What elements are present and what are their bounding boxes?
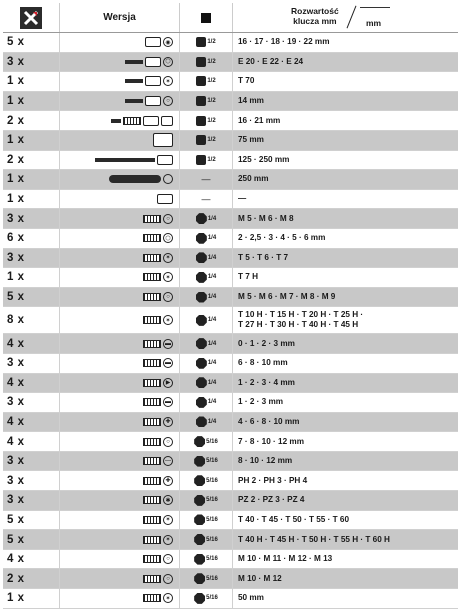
drive-size-label: 1/4	[207, 274, 217, 281]
table-row	[3, 491, 458, 511]
table-row	[3, 589, 458, 609]
drive-size-badge	[194, 514, 218, 525]
quantity-cell: 8 x	[7, 314, 25, 327]
table-row	[3, 569, 458, 589]
quantity-cell: 2 x	[7, 114, 25, 127]
table-header	[3, 3, 458, 33]
size-spec-cell	[233, 511, 458, 530]
size-spec-cell	[233, 229, 458, 248]
drive-size-label: 1/4	[207, 254, 217, 261]
size-header-line2: klucza mm	[293, 16, 337, 26]
quantity-cell: 3 x	[7, 357, 25, 370]
table-row	[3, 413, 458, 433]
size-spec-cell	[233, 307, 458, 333]
size-spec: 7 · 8 · 10 · 12 mm	[238, 436, 304, 446]
size-spec-cell	[233, 53, 458, 72]
hex-drive-icon	[196, 292, 207, 303]
size-spec: T 7 H	[238, 272, 259, 282]
tool-icon: ▬	[143, 358, 173, 368]
tool-image-cell	[59, 53, 179, 72]
tool-image-cell	[59, 209, 179, 228]
drive-size-badge	[196, 233, 216, 244]
drive-size-badge	[196, 37, 215, 47]
drive-size-cell	[179, 268, 233, 287]
table-row	[3, 354, 458, 374]
drive-size-badge	[194, 436, 218, 447]
drive-size-label: 1/4	[207, 235, 217, 242]
quantity-cell: 3 x	[7, 212, 25, 225]
drive-size-cell	[179, 92, 233, 111]
size-spec-cell	[233, 131, 458, 150]
drive-size-badge	[196, 377, 216, 388]
tool-image-cell	[59, 589, 179, 608]
drive-size-cell	[179, 432, 233, 451]
size-spec-cell	[233, 452, 458, 471]
tool-icon: ▶	[143, 378, 173, 388]
quantity-cell: 3 x	[7, 455, 25, 468]
size-spec-cell	[233, 334, 458, 353]
drive-size-label: 1/2	[207, 39, 216, 46]
hex-drive-icon	[194, 436, 205, 447]
drive-size-label: 5/16	[206, 497, 218, 504]
hex-drive-icon	[194, 514, 205, 525]
size-spec: —	[238, 194, 247, 204]
size-spec: PZ 2 · PZ 3 · PZ 4	[238, 495, 305, 505]
quantity-cell: 3 x	[7, 474, 25, 487]
tool-icon: ○	[125, 96, 173, 106]
hex-drive-icon	[196, 416, 207, 427]
drive-size-badge	[196, 315, 216, 326]
drive-size-label: 5/16	[206, 516, 218, 523]
size-spec: T 40 · T 45 · T 50 · T 55 · T 60	[238, 514, 350, 524]
drive-size-cell	[179, 334, 233, 353]
drive-size-cell	[179, 249, 233, 268]
table-body	[3, 33, 458, 609]
tool-image-cell	[59, 92, 179, 111]
tool-icon: ✶	[143, 272, 173, 282]
table-row	[3, 92, 458, 112]
tool-icon: ✶	[143, 515, 173, 525]
drive-size-label: 5/16	[206, 477, 218, 484]
size-spec-cell	[233, 530, 458, 549]
quantity-cell: 1 x	[7, 193, 25, 206]
drive-size-badge	[196, 272, 216, 283]
tool-image-cell	[59, 334, 179, 353]
quantity-cell: 2 x	[7, 153, 25, 166]
drive-size-badge	[196, 252, 216, 263]
size-spec-cell	[233, 33, 458, 52]
size-spec: M 10 · M 12	[238, 573, 282, 583]
tool-image-cell	[59, 151, 179, 170]
table-row	[3, 111, 458, 131]
tool-image-cell	[59, 530, 179, 549]
drive-size-cell	[179, 550, 233, 569]
hex-drive-icon	[196, 135, 206, 145]
hex-drive-icon	[196, 213, 207, 224]
version-header: Wersja	[59, 3, 179, 32]
size-spec-cell	[233, 413, 458, 432]
drive-size-badge	[194, 554, 218, 565]
tool-icon: —	[143, 456, 173, 466]
drive-size-label: 1/2	[207, 117, 216, 124]
quantity-cell: 1 x	[7, 134, 25, 147]
drive-size-label: 5/16	[206, 556, 218, 563]
size-spec-cell	[233, 288, 458, 307]
quantity-cell: 5 x	[7, 513, 25, 526]
size-spec: 14 mm	[238, 96, 264, 106]
size-spec: 6 · 8 · 10 mm	[238, 358, 288, 368]
drive-size-badge	[196, 292, 216, 303]
size-spec-cell	[233, 393, 458, 412]
drive-size-cell	[179, 131, 233, 150]
size-spec: 125 · 250 mm	[238, 154, 290, 164]
drive-size-label: 1/2	[207, 58, 216, 65]
tool-image-cell	[59, 72, 179, 91]
drive-size-cell	[179, 53, 233, 72]
hex-drive-icon	[196, 338, 207, 349]
drive-size-cell	[179, 413, 233, 432]
size-spec-cell	[233, 432, 458, 451]
size-spec-cell	[233, 209, 458, 228]
drive-size-badge	[194, 456, 218, 467]
drive-size-label: 1/4	[207, 360, 217, 367]
tool-image-cell	[59, 249, 179, 268]
tool-icon: ▬	[143, 397, 173, 407]
size-spec-cell	[233, 569, 458, 588]
hex-drive-icon	[196, 233, 207, 244]
size-spec: T 10 H · T 15 H · T 20 H · T 25 H ·	[238, 310, 364, 320]
tool-image-cell	[59, 511, 179, 530]
drive-size-cell	[179, 393, 233, 412]
quantity-cell: 4 x	[7, 376, 25, 389]
size-spec-cell	[233, 471, 458, 490]
tool-image-cell	[59, 393, 179, 412]
quantity-cell: 1 x	[7, 173, 25, 186]
drive-size-badge	[196, 416, 216, 427]
drive-size-cell	[179, 530, 233, 549]
drive-size-cell	[179, 589, 233, 608]
drive-size-cell	[179, 569, 233, 588]
drive-size-label: 5/16	[206, 458, 218, 465]
table-row	[3, 268, 458, 288]
tool-icon: ✶	[143, 253, 173, 263]
size-spec-cell	[233, 491, 458, 510]
size-spec: T 70	[238, 76, 255, 86]
tool-image-cell	[59, 413, 179, 432]
drive-size-badge	[194, 534, 218, 545]
table-row	[3, 131, 458, 151]
drive-size-cell	[179, 190, 233, 209]
hex-drive-icon	[194, 456, 205, 467]
size-spec-cell	[233, 92, 458, 111]
quantity-cell: 4 x	[7, 415, 25, 428]
table-row	[3, 229, 458, 249]
table-row	[3, 307, 458, 334]
tool-image-cell	[59, 354, 179, 373]
tool-image-cell	[59, 307, 179, 333]
drive-size-badge	[196, 338, 216, 349]
drive-size-badge	[196, 116, 215, 126]
hex-drive-icon	[196, 252, 207, 263]
hex-drive-icon	[194, 534, 205, 545]
drive-size-badge	[196, 76, 215, 86]
drive-size-label: 5/16	[206, 536, 218, 543]
size-spec: 8 · 10 · 12 mm	[238, 456, 293, 466]
tool-image-cell	[59, 452, 179, 471]
quantity-cell: 5 x	[7, 291, 25, 304]
hex-drive-icon	[196, 377, 207, 388]
drive-size-cell	[179, 33, 233, 52]
size-spec: 1 · 2 · 3 · 4 mm	[238, 377, 295, 387]
drive-size-cell	[179, 229, 233, 248]
table-row	[3, 393, 458, 413]
tool-icon	[95, 155, 173, 165]
drive-size-label: 1/2	[207, 98, 216, 105]
drive-size-label: —	[201, 174, 211, 185]
hex-drive-icon	[194, 593, 205, 604]
table-row	[3, 511, 458, 531]
hex-drive-icon	[194, 495, 205, 506]
drive-size-label: 1/4	[207, 215, 217, 222]
size-spec: 75 mm	[238, 135, 264, 145]
table-row	[3, 249, 458, 269]
tool-image-cell	[59, 550, 179, 569]
tool-image-cell	[59, 288, 179, 307]
size-spec: 0 · 1 · 2 · 3 mm	[238, 338, 295, 348]
size-spec-cell	[233, 190, 458, 209]
quantity-cell: 4 x	[7, 553, 25, 566]
tool-image-cell	[59, 374, 179, 393]
tool-icon: ✚	[143, 476, 173, 486]
quantity-cell: 3 x	[7, 251, 25, 264]
tool-icon	[157, 194, 173, 204]
quantity-cell: 3 x	[7, 55, 25, 68]
hex-drive-icon	[196, 96, 206, 106]
quantity-cell: 5 x	[7, 36, 25, 49]
size-spec: 16 · 21 mm	[238, 115, 281, 125]
drive-size-cell	[179, 374, 233, 393]
table-row	[3, 288, 458, 308]
tool-image-cell	[59, 33, 179, 52]
size-spec-cell	[233, 170, 458, 189]
square-drive-icon	[201, 13, 211, 23]
tool-icon: ✚	[143, 417, 173, 427]
tool-icon: ✶	[125, 76, 173, 86]
table-row	[3, 33, 458, 53]
quantity-cell: 1 x	[7, 592, 25, 605]
quantity-cell: 1 x	[7, 95, 25, 108]
size-spec: 1 · 2 · 3 mm	[238, 397, 284, 407]
drive-size-label: 1/4	[207, 418, 217, 425]
drive-size-badge	[196, 96, 215, 106]
tool-icon: ○	[143, 554, 173, 564]
drive-size-cell	[179, 288, 233, 307]
drive-size-label: 5/16	[206, 595, 218, 602]
tool-image-cell	[59, 491, 179, 510]
drive-size-cell	[179, 511, 233, 530]
tool-image-cell	[59, 569, 179, 588]
table-row	[3, 209, 458, 229]
tool-icon	[109, 174, 173, 184]
size-spec-cell	[233, 354, 458, 373]
size-spec-cell	[233, 151, 458, 170]
drive-size-badge	[194, 593, 218, 604]
drive-size-cell	[179, 151, 233, 170]
tool-icon: ✶	[143, 315, 173, 325]
tool-icon	[111, 116, 173, 126]
hex-drive-icon	[196, 397, 207, 408]
size-spec: PH 2 · PH 3 · PH 4	[238, 475, 308, 485]
hex-drive-icon	[196, 116, 206, 126]
quantity-cell: 3 x	[7, 494, 25, 507]
table-row	[3, 334, 458, 354]
drive-size-cell	[179, 209, 233, 228]
length-header: mm	[366, 18, 382, 28]
table-row	[3, 53, 458, 73]
drive-size-badge	[196, 213, 216, 224]
quantity-cell: 6 x	[7, 232, 25, 245]
table-row	[3, 530, 458, 550]
size-spec: 50 mm	[238, 593, 264, 603]
quantity-cell: 4 x	[7, 337, 25, 350]
size-spec: 2 · 2,5 · 3 · 4 · 5 · 6 mm	[238, 233, 326, 243]
drive-size-cell	[179, 307, 233, 333]
x-logo-icon	[20, 7, 42, 29]
parts-table	[3, 3, 458, 609]
size-spec: E 20 · E 22 · E 24	[238, 56, 304, 66]
tool-icon: ○	[143, 292, 173, 302]
tool-image-cell	[59, 229, 179, 248]
table-row	[3, 471, 458, 491]
table-row	[3, 72, 458, 92]
hex-drive-icon	[196, 57, 206, 67]
size-spec: M 5 · M 6 · M 8	[238, 213, 294, 223]
hex-drive-icon	[196, 37, 206, 47]
drive-size-badge	[194, 573, 218, 584]
drive-size-label: 5/16	[206, 575, 218, 582]
size-spec-cell	[233, 249, 458, 268]
hex-drive-icon	[196, 315, 207, 326]
drive-size-label: 1/2	[207, 137, 216, 144]
drive-size-badge	[196, 57, 215, 67]
size-spec-cell	[233, 589, 458, 608]
hex-drive-icon	[194, 475, 205, 486]
tool-image-cell	[59, 170, 179, 189]
drive-size-cell	[179, 111, 233, 130]
size-spec-cell	[233, 72, 458, 91]
drive-size-label: 1/4	[207, 379, 217, 386]
size-spec: M 10 · M 11 · M 12 · M 13	[238, 554, 333, 564]
drive-size-badge	[194, 495, 218, 506]
quantity-cell: 5 x	[7, 533, 25, 546]
tool-icon: ⬡	[143, 233, 173, 243]
table-row	[3, 550, 458, 570]
table-row	[3, 374, 458, 394]
tool-icon: ○	[143, 574, 173, 584]
size-spec-cell	[233, 374, 458, 393]
quantity-cell: 4 x	[7, 435, 25, 448]
size-spec: 16 · 17 · 18 · 19 · 22 mm	[238, 37, 330, 47]
size-spec: T 40 H · T 45 H · T 50 H · T 55 H · T 60 H	[238, 534, 390, 544]
drive-size-badge	[196, 358, 216, 369]
drive-size-label: 1/4	[207, 294, 217, 301]
tool-icon: ▬	[143, 339, 173, 349]
drive-size-label: 5/16	[206, 438, 218, 445]
drive-size-cell	[179, 354, 233, 373]
hex-drive-icon	[196, 155, 206, 165]
drive-size-cell	[179, 491, 233, 510]
hex-drive-icon	[194, 573, 205, 584]
tool-icon: ◉	[143, 37, 173, 47]
drive-size-cell	[179, 471, 233, 490]
size-spec-cell	[233, 111, 458, 130]
tool-image-cell	[59, 471, 179, 490]
hex-drive-icon	[194, 554, 205, 565]
tool-icon: ✱	[143, 495, 173, 505]
length-dimension-icon	[360, 7, 390, 8]
drive-size-badge	[194, 475, 218, 486]
drive-size-cell	[179, 72, 233, 91]
tool-image-cell	[59, 268, 179, 287]
quantity-cell: 3 x	[7, 396, 25, 409]
drive-size-label: 1/2	[207, 156, 216, 163]
table-row	[3, 190, 458, 210]
table-row	[3, 151, 458, 171]
table-row	[3, 432, 458, 452]
drive-size-badge	[196, 135, 215, 145]
size-spec-cell	[233, 550, 458, 569]
table-row	[3, 452, 458, 472]
size-spec-cell	[233, 268, 458, 287]
tool-image-cell	[59, 131, 179, 150]
tool-image-cell	[59, 111, 179, 130]
size-spec-continued: T 27 H · T 30 H · T 40 H · T 45 H	[238, 320, 359, 330]
tool-icon: ⬡	[125, 57, 173, 67]
hex-drive-icon	[196, 272, 207, 283]
drive-size-label: 1/4	[207, 317, 217, 324]
size-header-line1: Rozwartość	[291, 6, 339, 16]
drive-size-badge	[196, 155, 215, 165]
tool-icon: ○	[143, 437, 173, 447]
drive-size-label: —	[201, 194, 211, 205]
hex-drive-icon	[196, 76, 206, 86]
tool-image-cell	[59, 432, 179, 451]
tool-icon: ○	[143, 214, 173, 224]
table-row	[3, 170, 458, 190]
tool-icon: ✶	[143, 593, 173, 603]
tool-icon: ✶	[143, 535, 173, 545]
size-spec: T 5 · T 6 · T 7	[238, 252, 289, 262]
size-spec: 250 mm	[238, 174, 269, 184]
hex-drive-icon	[196, 358, 207, 369]
drive-size-label: 1/4	[207, 340, 217, 347]
quantity-cell: 1 x	[7, 75, 25, 88]
drive-size-cell	[179, 170, 233, 189]
tool-image-cell	[59, 190, 179, 209]
size-spec: 4 · 6 · 8 · 10 mm	[238, 416, 300, 426]
tool-icon	[153, 133, 173, 147]
drive-size-label: 1/2	[207, 78, 216, 85]
drive-size-cell	[179, 452, 233, 471]
size-spec: M 5 · M 6 · M 7 · M 8 · M 9	[238, 292, 336, 302]
quantity-cell: 1 x	[7, 271, 25, 284]
header-divider	[347, 6, 357, 29]
quantity-cell: 2 x	[7, 572, 25, 585]
drive-size-label: 1/4	[207, 399, 217, 406]
drive-size-badge	[196, 397, 216, 408]
